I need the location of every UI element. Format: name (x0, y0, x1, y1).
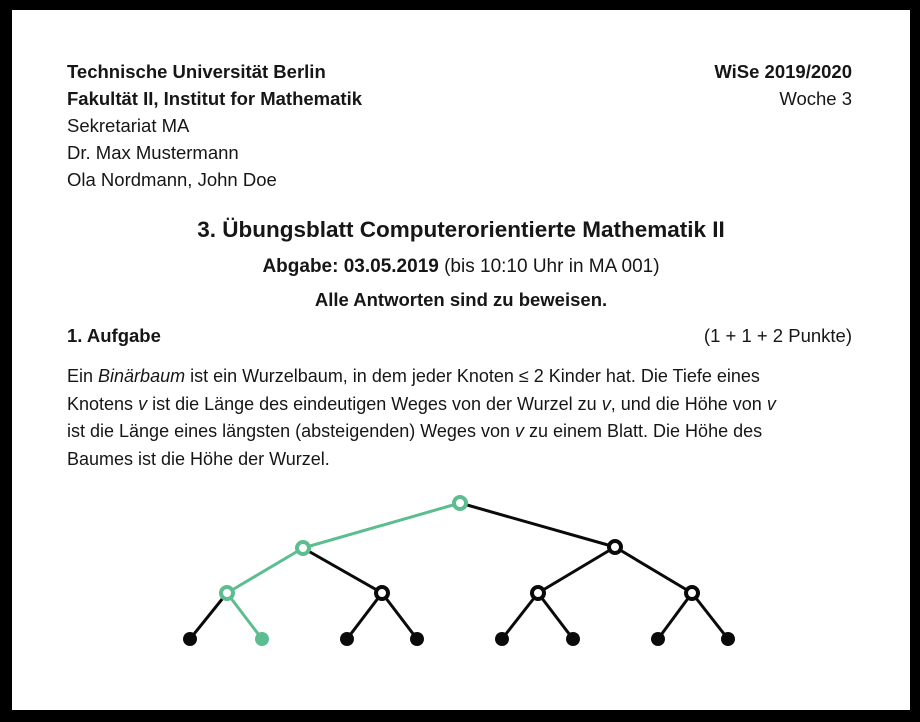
assistants-names: Ola Nordmann, John Doe (67, 169, 277, 190)
due-line (12, 256, 910, 278)
paragraph-line: Ein Binärbaum ist ein Wurzelbaum, in dem jeder Knoten ≤ 2 Kinder hat. Die Tiefe eines (67, 366, 760, 386)
due-details: (bis 10:10 Uhr in MA 001) (438, 256, 660, 277)
semester-label: WiSe 2019/2020 (714, 61, 852, 82)
exercise-points: (1 + 1 + 2 Punkte) (703, 325, 852, 346)
header-semester-block (714, 58, 852, 112)
sheet-title: 3. Übungsblatt Computerorientierte Mathematik II (197, 217, 725, 242)
header-institution-block (67, 58, 362, 193)
lecturer-name: Dr. Max Mustermann (67, 142, 239, 163)
due-date: Abgabe: 03.05.2019 (262, 256, 439, 277)
proof-notice: Alle Antworten sind zu beweisen. (314, 289, 608, 310)
week-label: Woche 3 (779, 88, 852, 109)
exercise-paragraph (67, 363, 776, 473)
paragraph-line: Knotens v ist die Länge des eindeutigen Weges von der Wurzel zu v, und die Höhe von v (67, 393, 776, 414)
paragraph-line: Baumes ist die Höhe der Wurzel. (67, 448, 330, 469)
paragraph-line: ist die Länge eines längsten (absteigenden) Weges von v zu einem Blatt. Die Höhe des (67, 421, 763, 441)
document-page (12, 10, 910, 710)
faculty-name: Fakultät II, Institut for Mathematik (67, 88, 362, 109)
exercise-heading-row (67, 325, 852, 347)
institution-name: Technische Universität Berlin (67, 61, 326, 82)
secretariat: Sekretariat MA (67, 115, 190, 136)
exercise-number-label: 1. Aufgabe (67, 325, 161, 346)
